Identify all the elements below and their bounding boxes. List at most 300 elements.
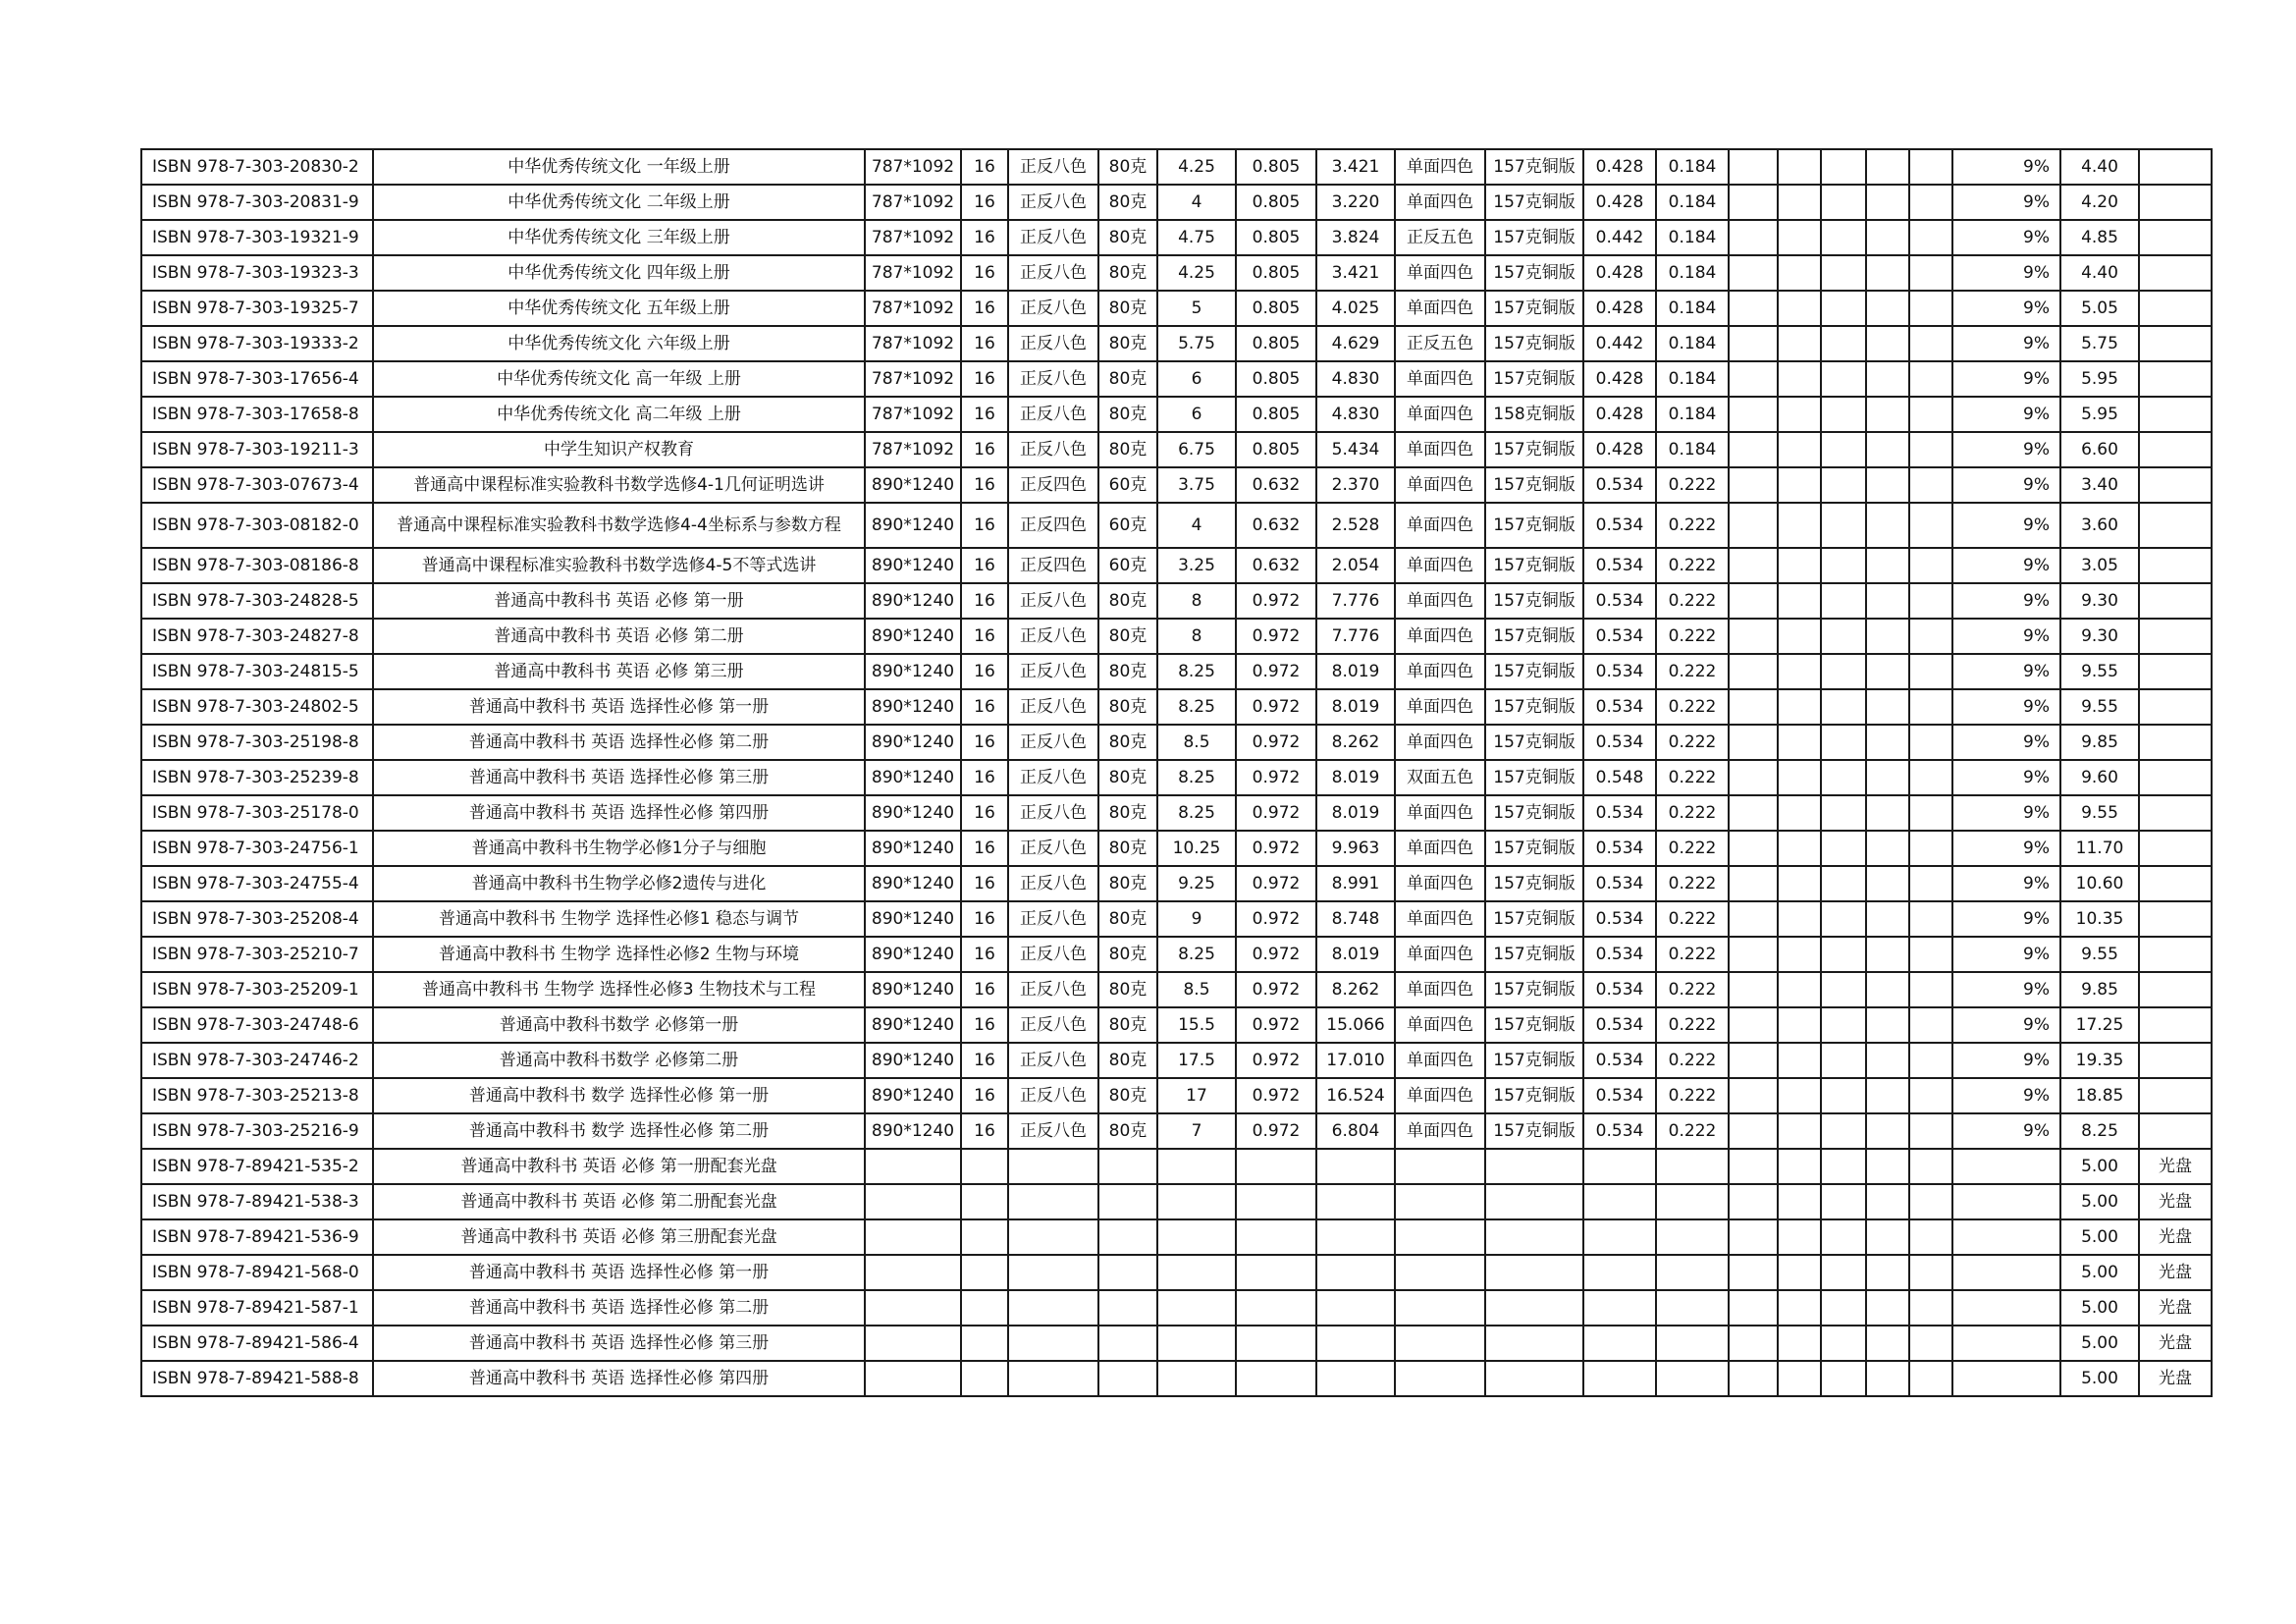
blank-cell — [1729, 467, 1778, 503]
table-row — [141, 326, 2212, 361]
blank-cell — [1909, 255, 1952, 291]
blank-cell — [1909, 1043, 1952, 1078]
sheets-cell: 5 — [1157, 291, 1236, 326]
unit-price-cell — [1236, 1361, 1316, 1396]
blank-cell — [1729, 619, 1778, 654]
blank-cell — [1778, 548, 1821, 583]
cover-print-cell: 双面五色 — [1395, 760, 1485, 795]
format-cell: 890*1240 — [865, 1078, 961, 1113]
tax-rate-cell: 9% — [1952, 1078, 2060, 1113]
isbn-cell: ISBN 978-7-303-20831-9 — [141, 185, 373, 220]
isbn-cell: ISBN 978-7-89421-568-0 — [141, 1255, 373, 1290]
cover-extra-cell: 0.184 — [1656, 220, 1729, 255]
paper-weight-cell: 80克 — [1098, 1078, 1157, 1113]
blank-cell — [1778, 901, 1821, 937]
note-cell — [2139, 432, 2212, 467]
cover-extra-cell: 0.222 — [1656, 619, 1729, 654]
cover-print-cell: 单面四色 — [1395, 397, 1485, 432]
cover-extra-cell: 0.222 — [1656, 831, 1729, 866]
table-row — [141, 583, 2212, 619]
isbn-cell: ISBN 978-7-303-25216-9 — [141, 1113, 373, 1149]
print-color-cell: 正反八色 — [1008, 972, 1098, 1007]
sheets-cell: 8.5 — [1157, 972, 1236, 1007]
kai-cell: 16 — [961, 689, 1008, 725]
print-color-cell: 正反八色 — [1008, 397, 1098, 432]
paper-weight-cell: 80克 — [1098, 725, 1157, 760]
title-cell: 普通高中教科书 英语 选择性必修 第一册 — [373, 689, 865, 725]
isbn-cell: ISBN 978-7-89421-538-3 — [141, 1184, 373, 1219]
text-cost-cell: 8.262 — [1316, 725, 1395, 760]
blank-cell — [1909, 1007, 1952, 1043]
table-row — [141, 1361, 2212, 1396]
note-cell — [2139, 149, 2212, 185]
format-cell — [865, 1219, 961, 1255]
tax-rate-cell: 9% — [1952, 583, 2060, 619]
format-cell: 890*1240 — [865, 972, 961, 1007]
title-cell: 普通高中教科书 英语 必修 第一册配套光盘 — [373, 1149, 865, 1184]
blank-cell — [1778, 654, 1821, 689]
cover-print-cell: 单面四色 — [1395, 291, 1485, 326]
sheets-cell: 6 — [1157, 361, 1236, 397]
price-total-cell: 11.70 — [2060, 831, 2139, 866]
paper-weight-cell — [1098, 1290, 1157, 1326]
unit-price-cell: 0.972 — [1236, 689, 1316, 725]
unit-price-cell: 0.805 — [1236, 361, 1316, 397]
unit-price-cell: 0.632 — [1236, 548, 1316, 583]
table-row — [141, 1007, 2212, 1043]
format-cell: 890*1240 — [865, 831, 961, 866]
format-cell: 890*1240 — [865, 503, 961, 548]
note-cell: 光盘 — [2139, 1361, 2212, 1396]
blank-cell — [1729, 291, 1778, 326]
sheets-cell — [1157, 1326, 1236, 1361]
isbn-cell: ISBN 978-7-303-25210-7 — [141, 937, 373, 972]
format-cell: 890*1240 — [865, 760, 961, 795]
kai-cell: 16 — [961, 432, 1008, 467]
blank-cell — [1778, 689, 1821, 725]
kai-cell — [961, 1290, 1008, 1326]
price-total-cell: 9.30 — [2060, 583, 2139, 619]
cover-extra-cell: 0.222 — [1656, 760, 1729, 795]
price-total-cell: 5.75 — [2060, 326, 2139, 361]
cover-extra-cell: 0.222 — [1656, 654, 1729, 689]
sheets-cell: 8.25 — [1157, 760, 1236, 795]
cover-extra-cell — [1656, 1290, 1729, 1326]
blank-cell — [1909, 1113, 1952, 1149]
kai-cell: 16 — [961, 326, 1008, 361]
text-cost-cell: 16.524 — [1316, 1078, 1395, 1113]
cover-extra-cell: 0.222 — [1656, 583, 1729, 619]
text-cost-cell: 4.830 — [1316, 361, 1395, 397]
price-table — [140, 148, 2213, 1397]
blank-cell — [1729, 1361, 1778, 1396]
isbn-cell: ISBN 978-7-303-17656-4 — [141, 361, 373, 397]
table-row — [141, 185, 2212, 220]
tax-rate-cell: 9% — [1952, 725, 2060, 760]
blank-cell — [1821, 689, 1866, 725]
paper-weight-cell: 80克 — [1098, 831, 1157, 866]
blank-cell — [1866, 1113, 1909, 1149]
tax-rate-cell: 9% — [1952, 654, 2060, 689]
cover-paper-cell — [1485, 1290, 1583, 1326]
kai-cell: 16 — [961, 760, 1008, 795]
paper-weight-cell: 80克 — [1098, 972, 1157, 1007]
sheets-cell: 5.75 — [1157, 326, 1236, 361]
price-total-cell: 5.00 — [2060, 1255, 2139, 1290]
paper-weight-cell: 80克 — [1098, 760, 1157, 795]
blank-cell — [1821, 1255, 1866, 1290]
blank-cell — [1729, 255, 1778, 291]
isbn-cell: ISBN 978-7-303-19323-3 — [141, 255, 373, 291]
blank-cell — [1778, 583, 1821, 619]
format-cell: 890*1240 — [865, 467, 961, 503]
format-cell: 787*1092 — [865, 149, 961, 185]
isbn-cell: ISBN 978-7-303-17658-8 — [141, 397, 373, 432]
blank-cell — [1909, 503, 1952, 548]
cover-print-cell: 单面四色 — [1395, 583, 1485, 619]
blank-cell — [1909, 220, 1952, 255]
price-total-cell: 5.05 — [2060, 291, 2139, 326]
price-total-cell: 6.60 — [2060, 432, 2139, 467]
title-cell: 普通高中教科书生物学必修1分子与细胞 — [373, 831, 865, 866]
format-cell: 890*1240 — [865, 689, 961, 725]
title-cell: 普通高中课程标准实验教科书数学选修4-5不等式选讲 — [373, 548, 865, 583]
print-color-cell — [1008, 1255, 1098, 1290]
cover-unit-cell: 0.428 — [1583, 291, 1656, 326]
kai-cell — [961, 1184, 1008, 1219]
format-cell: 787*1092 — [865, 185, 961, 220]
unit-price-cell: 0.805 — [1236, 220, 1316, 255]
cover-unit-cell: 0.428 — [1583, 149, 1656, 185]
table-row — [141, 1043, 2212, 1078]
isbn-cell: ISBN 978-7-303-24827-8 — [141, 619, 373, 654]
format-cell: 890*1240 — [865, 619, 961, 654]
cover-unit-cell: 0.534 — [1583, 1043, 1656, 1078]
price-total-cell: 5.00 — [2060, 1326, 2139, 1361]
cover-print-cell: 单面四色 — [1395, 1078, 1485, 1113]
cover-unit-cell: 0.534 — [1583, 619, 1656, 654]
print-color-cell: 正反八色 — [1008, 255, 1098, 291]
blank-cell — [1778, 1326, 1821, 1361]
tax-rate-cell: 9% — [1952, 149, 2060, 185]
price-total-cell: 4.40 — [2060, 255, 2139, 291]
paper-weight-cell — [1098, 1219, 1157, 1255]
unit-price-cell: 0.972 — [1236, 866, 1316, 901]
title-cell: 中华优秀传统文化 二年级上册 — [373, 185, 865, 220]
tax-rate-cell: 9% — [1952, 291, 2060, 326]
cover-paper-cell: 157克铜版 — [1485, 725, 1583, 760]
blank-cell — [1778, 1149, 1821, 1184]
blank-cell — [1866, 467, 1909, 503]
blank-cell — [1729, 1113, 1778, 1149]
format-cell: 890*1240 — [865, 901, 961, 937]
note-cell: 光盘 — [2139, 1255, 2212, 1290]
isbn-cell: ISBN 978-7-303-25213-8 — [141, 1078, 373, 1113]
blank-cell — [1909, 901, 1952, 937]
sheets-cell: 3.25 — [1157, 548, 1236, 583]
blank-cell — [1729, 1255, 1778, 1290]
tax-rate-cell: 9% — [1952, 548, 2060, 583]
unit-price-cell: 0.972 — [1236, 937, 1316, 972]
table-row — [141, 149, 2212, 185]
note-cell — [2139, 725, 2212, 760]
text-cost-cell: 3.421 — [1316, 149, 1395, 185]
print-color-cell: 正反八色 — [1008, 1078, 1098, 1113]
sheets-cell: 3.75 — [1157, 467, 1236, 503]
isbn-cell: ISBN 978-7-303-24815-5 — [141, 654, 373, 689]
format-cell — [865, 1361, 961, 1396]
format-cell: 890*1240 — [865, 1007, 961, 1043]
title-cell: 普通高中教科书 英语 选择性必修 第二册 — [373, 1290, 865, 1326]
text-cost-cell: 17.010 — [1316, 1043, 1395, 1078]
cover-unit-cell: 0.534 — [1583, 467, 1656, 503]
blank-cell — [1729, 432, 1778, 467]
price-total-cell: 19.35 — [2060, 1043, 2139, 1078]
title-cell: 中华优秀传统文化 高二年级 上册 — [373, 397, 865, 432]
blank-cell — [1909, 1361, 1952, 1396]
blank-cell — [1909, 937, 1952, 972]
text-cost-cell: 8.019 — [1316, 689, 1395, 725]
cover-print-cell: 单面四色 — [1395, 725, 1485, 760]
paper-weight-cell: 80克 — [1098, 901, 1157, 937]
blank-cell — [1778, 937, 1821, 972]
cover-paper-cell — [1485, 1255, 1583, 1290]
tax-rate-cell: 9% — [1952, 503, 2060, 548]
unit-price-cell — [1236, 1184, 1316, 1219]
blank-cell — [1729, 220, 1778, 255]
blank-cell — [1909, 1326, 1952, 1361]
price-total-cell: 5.00 — [2060, 1149, 2139, 1184]
cover-paper-cell: 157克铜版 — [1485, 937, 1583, 972]
paper-weight-cell: 80克 — [1098, 185, 1157, 220]
kai-cell — [961, 1326, 1008, 1361]
cover-paper-cell: 157克铜版 — [1485, 1078, 1583, 1113]
blank-cell — [1909, 326, 1952, 361]
print-color-cell: 正反八色 — [1008, 326, 1098, 361]
blank-cell — [1778, 1290, 1821, 1326]
blank-cell — [1866, 831, 1909, 866]
blank-cell — [1778, 619, 1821, 654]
table-row — [141, 1326, 2212, 1361]
format-cell: 787*1092 — [865, 220, 961, 255]
cover-print-cell: 单面四色 — [1395, 467, 1485, 503]
blank-cell — [1729, 866, 1778, 901]
cover-unit-cell: 0.548 — [1583, 760, 1656, 795]
table-row — [141, 619, 2212, 654]
tax-rate-cell: 9% — [1952, 255, 2060, 291]
kai-cell: 16 — [961, 1043, 1008, 1078]
table-row — [141, 467, 2212, 503]
cover-extra-cell: 0.184 — [1656, 326, 1729, 361]
blank-cell — [1909, 548, 1952, 583]
sheets-cell: 8 — [1157, 619, 1236, 654]
cover-extra-cell: 0.222 — [1656, 1043, 1729, 1078]
title-cell: 普通高中教科书 英语 必修 第二册 — [373, 619, 865, 654]
cover-print-cell — [1395, 1326, 1485, 1361]
note-cell — [2139, 972, 2212, 1007]
unit-price-cell — [1236, 1219, 1316, 1255]
isbn-cell: ISBN 978-7-303-08182-0 — [141, 503, 373, 548]
format-cell: 890*1240 — [865, 583, 961, 619]
isbn-cell: ISBN 978-7-303-24755-4 — [141, 866, 373, 901]
unit-price-cell — [1236, 1326, 1316, 1361]
text-cost-cell — [1316, 1219, 1395, 1255]
kai-cell: 16 — [961, 866, 1008, 901]
print-color-cell: 正反四色 — [1008, 548, 1098, 583]
print-color-cell: 正反八色 — [1008, 220, 1098, 255]
cover-paper-cell: 157克铜版 — [1485, 149, 1583, 185]
price-total-cell: 9.55 — [2060, 937, 2139, 972]
note-cell — [2139, 689, 2212, 725]
blank-cell — [1821, 1361, 1866, 1396]
blank-cell — [1821, 467, 1866, 503]
format-cell: 787*1092 — [865, 326, 961, 361]
cover-paper-cell: 157克铜版 — [1485, 795, 1583, 831]
cover-extra-cell: 0.222 — [1656, 1007, 1729, 1043]
blank-cell — [1866, 185, 1909, 220]
sheets-cell: 7 — [1157, 1113, 1236, 1149]
blank-cell — [1866, 1078, 1909, 1113]
print-color-cell — [1008, 1219, 1098, 1255]
title-cell: 普通高中教科书 英语 选择性必修 第二册 — [373, 725, 865, 760]
cover-unit-cell: 0.534 — [1583, 1078, 1656, 1113]
format-cell: 787*1092 — [865, 432, 961, 467]
note-cell: 光盘 — [2139, 1184, 2212, 1219]
isbn-cell: ISBN 978-7-303-19333-2 — [141, 326, 373, 361]
blank-cell — [1866, 1184, 1909, 1219]
price-total-cell: 3.40 — [2060, 467, 2139, 503]
table-row — [141, 548, 2212, 583]
sheets-cell: 6 — [1157, 397, 1236, 432]
text-cost-cell: 8.748 — [1316, 901, 1395, 937]
sheets-cell: 4 — [1157, 185, 1236, 220]
unit-price-cell: 0.972 — [1236, 654, 1316, 689]
cover-paper-cell — [1485, 1184, 1583, 1219]
paper-weight-cell: 60克 — [1098, 467, 1157, 503]
sheets-cell — [1157, 1361, 1236, 1396]
cover-extra-cell — [1656, 1326, 1729, 1361]
isbn-cell: ISBN 978-7-89421-588-8 — [141, 1361, 373, 1396]
paper-weight-cell — [1098, 1255, 1157, 1290]
note-cell — [2139, 654, 2212, 689]
cover-print-cell — [1395, 1290, 1485, 1326]
blank-cell — [1909, 361, 1952, 397]
tax-rate-cell: 9% — [1952, 397, 2060, 432]
cover-paper-cell: 157克铜版 — [1485, 361, 1583, 397]
table-row — [141, 1149, 2212, 1184]
isbn-cell: ISBN 978-7-303-19325-7 — [141, 291, 373, 326]
price-total-cell: 8.25 — [2060, 1113, 2139, 1149]
blank-cell — [1778, 1219, 1821, 1255]
note-cell — [2139, 291, 2212, 326]
note-cell — [2139, 1007, 2212, 1043]
title-cell: 中华优秀传统文化 三年级上册 — [373, 220, 865, 255]
tax-rate-cell: 9% — [1952, 1043, 2060, 1078]
format-cell: 787*1092 — [865, 255, 961, 291]
isbn-cell: ISBN 978-7-89421-586-4 — [141, 1326, 373, 1361]
paper-weight-cell — [1098, 1361, 1157, 1396]
tax-rate-cell: 9% — [1952, 220, 2060, 255]
blank-cell — [1821, 831, 1866, 866]
text-cost-cell — [1316, 1149, 1395, 1184]
cover-print-cell: 单面四色 — [1395, 866, 1485, 901]
note-cell — [2139, 326, 2212, 361]
paper-weight-cell: 80克 — [1098, 432, 1157, 467]
price-total-cell: 9.85 — [2060, 725, 2139, 760]
cover-print-cell: 单面四色 — [1395, 1113, 1485, 1149]
isbn-cell: ISBN 978-7-303-19321-9 — [141, 220, 373, 255]
price-total-cell: 5.95 — [2060, 361, 2139, 397]
sheets-cell — [1157, 1290, 1236, 1326]
blank-cell — [1909, 1290, 1952, 1326]
blank-cell — [1866, 326, 1909, 361]
cover-paper-cell: 157克铜版 — [1485, 503, 1583, 548]
cover-extra-cell: 0.184 — [1656, 255, 1729, 291]
sheets-cell — [1157, 1184, 1236, 1219]
sheets-cell: 6.75 — [1157, 432, 1236, 467]
paper-weight-cell: 80克 — [1098, 689, 1157, 725]
cover-paper-cell: 157克铜版 — [1485, 467, 1583, 503]
title-cell: 普通高中教科书 英语 选择性必修 第一册 — [373, 1255, 865, 1290]
format-cell: 787*1092 — [865, 397, 961, 432]
price-total-cell: 5.00 — [2060, 1184, 2139, 1219]
blank-cell — [1909, 467, 1952, 503]
price-total-cell: 9.30 — [2060, 619, 2139, 654]
cover-paper-cell: 157克铜版 — [1485, 1113, 1583, 1149]
text-cost-cell: 4.025 — [1316, 291, 1395, 326]
blank-cell — [1778, 291, 1821, 326]
print-color-cell: 正反八色 — [1008, 619, 1098, 654]
cover-paper-cell: 157克铜版 — [1485, 619, 1583, 654]
note-cell — [2139, 467, 2212, 503]
table-row — [141, 831, 2212, 866]
unit-price-cell: 0.972 — [1236, 1007, 1316, 1043]
blank-cell — [1778, 1078, 1821, 1113]
blank-cell — [1821, 619, 1866, 654]
print-color-cell: 正反八色 — [1008, 760, 1098, 795]
sheets-cell — [1157, 1255, 1236, 1290]
blank-cell — [1778, 220, 1821, 255]
blank-cell — [1729, 1326, 1778, 1361]
title-cell: 普通高中教科书 英语 必修 第三册配套光盘 — [373, 1219, 865, 1255]
text-cost-cell: 3.421 — [1316, 255, 1395, 291]
kai-cell: 16 — [961, 795, 1008, 831]
unit-price-cell: 0.805 — [1236, 149, 1316, 185]
title-cell: 普通高中教科书生物学必修2遗传与进化 — [373, 866, 865, 901]
blank-cell — [1729, 503, 1778, 548]
blank-cell — [1821, 654, 1866, 689]
format-cell: 890*1240 — [865, 1113, 961, 1149]
cover-print-cell — [1395, 1149, 1485, 1184]
price-total-cell: 10.60 — [2060, 866, 2139, 901]
blank-cell — [1778, 185, 1821, 220]
tax-rate-cell: 9% — [1952, 619, 2060, 654]
cover-print-cell: 正反五色 — [1395, 220, 1485, 255]
paper-weight-cell: 80克 — [1098, 361, 1157, 397]
price-total-cell: 9.85 — [2060, 972, 2139, 1007]
print-color-cell: 正反八色 — [1008, 149, 1098, 185]
unit-price-cell: 0.805 — [1236, 432, 1316, 467]
cover-unit-cell — [1583, 1184, 1656, 1219]
paper-weight-cell — [1098, 1149, 1157, 1184]
paper-weight-cell: 80克 — [1098, 583, 1157, 619]
tax-rate-cell: 9% — [1952, 972, 2060, 1007]
text-cost-cell — [1316, 1184, 1395, 1219]
tax-rate-cell — [1952, 1361, 2060, 1396]
price-total-cell: 5.00 — [2060, 1361, 2139, 1396]
format-cell: 890*1240 — [865, 548, 961, 583]
blank-cell — [1729, 1290, 1778, 1326]
